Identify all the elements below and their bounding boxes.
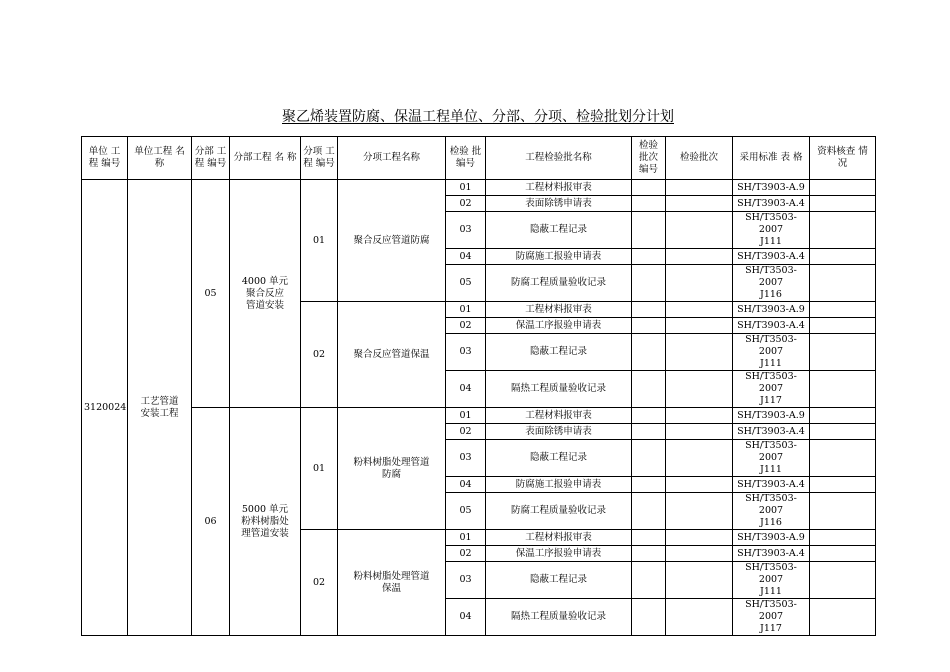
batch-count-cell bbox=[666, 530, 733, 546]
batch-count-cell bbox=[666, 599, 733, 636]
batch-count-cell bbox=[666, 424, 733, 440]
batch-code-cell: 04 bbox=[446, 249, 486, 265]
standard-form-cell: SH/T3903-A.4 bbox=[733, 424, 810, 440]
subitem-name-cell: 粉料树脂处理管道 防腐 bbox=[338, 408, 446, 530]
standard-form-cell: SH/T3503-2007 J111 bbox=[733, 440, 810, 477]
standard-form-cell: SH/T3903-A.4 bbox=[733, 477, 810, 493]
batch-count-code-cell bbox=[632, 408, 666, 424]
batch-name-cell: 防腐工程质量验收记录 bbox=[486, 493, 632, 530]
batch-count-code-cell bbox=[632, 493, 666, 530]
division-name-cell: 5000 单元 粉料树脂处 理管道安装 bbox=[230, 408, 301, 636]
document-check-cell bbox=[810, 212, 876, 249]
document-check-cell bbox=[810, 334, 876, 371]
table-header-row bbox=[82, 137, 876, 180]
document-check-cell bbox=[810, 265, 876, 302]
batch-name-cell: 隔热工程质量验收记录 bbox=[486, 599, 632, 636]
batch-code-cell: 02 bbox=[446, 424, 486, 440]
subitem-code-cell: 01 bbox=[301, 180, 338, 302]
batch-name-cell: 保温工序报验申请表 bbox=[486, 546, 632, 562]
batch-name-cell: 表面除锈申请表 bbox=[486, 424, 632, 440]
batch-code-cell: 02 bbox=[446, 546, 486, 562]
header-document-check: 资料核查 情 况 bbox=[810, 137, 876, 180]
batch-name-cell: 隔热工程质量验收记录 bbox=[486, 371, 632, 408]
batch-name-cell: 防腐工程质量验收记录 bbox=[486, 265, 632, 302]
header-unit-name: 单位工程 名 称 bbox=[128, 137, 192, 180]
header-division-name: 分部工程 名 称 bbox=[230, 137, 301, 180]
batch-count-cell bbox=[666, 477, 733, 493]
header-subitem-name: 分项工程名称 bbox=[338, 137, 446, 180]
header-subitem-code: 分项 工程 编号 bbox=[301, 137, 338, 180]
standard-form-cell: SH/T3903-A.4 bbox=[733, 546, 810, 562]
subitem-name-cell: 聚合反应管道保温 bbox=[338, 302, 446, 408]
batch-name-cell: 工程材料报审表 bbox=[486, 530, 632, 546]
batch-name-cell: 防腐施工报验申请表 bbox=[486, 477, 632, 493]
batch-code-cell: 05 bbox=[446, 493, 486, 530]
batch-count-code-cell bbox=[632, 265, 666, 302]
batch-code-cell: 03 bbox=[446, 440, 486, 477]
standard-form-cell: SH/T3503-2007 J116 bbox=[733, 265, 810, 302]
division-name-cell: 4000 单元 聚合反应 管道安装 bbox=[230, 180, 301, 408]
standard-form-cell: SH/T3903-A.9 bbox=[733, 180, 810, 196]
batch-count-code-cell bbox=[632, 196, 666, 212]
standard-form-cell: SH/T3903-A.4 bbox=[733, 318, 810, 334]
batch-count-code-cell bbox=[632, 440, 666, 477]
standard-form-cell: SH/T3503-2007 J117 bbox=[733, 599, 810, 636]
document-check-cell bbox=[810, 371, 876, 408]
batch-code-cell: 01 bbox=[446, 530, 486, 546]
batch-count-cell bbox=[666, 302, 733, 318]
batch-count-cell bbox=[666, 265, 733, 302]
batch-count-code-cell bbox=[632, 180, 666, 196]
batch-name-cell: 隐蔽工程记录 bbox=[486, 212, 632, 249]
batch-count-code-cell bbox=[632, 249, 666, 265]
standard-form-cell: SH/T3903-A.9 bbox=[733, 530, 810, 546]
batch-name-cell: 工程材料报审表 bbox=[486, 408, 632, 424]
division-code-cell: 05 bbox=[192, 180, 230, 408]
batch-code-cell: 01 bbox=[446, 408, 486, 424]
batch-count-code-cell bbox=[632, 302, 666, 318]
header-batch-count-code: 检验 批次 编号 bbox=[632, 137, 666, 180]
batch-count-cell bbox=[666, 371, 733, 408]
batch-count-cell bbox=[666, 212, 733, 249]
batch-count-cell bbox=[666, 546, 733, 562]
subitem-code-cell: 02 bbox=[301, 302, 338, 408]
batch-count-cell bbox=[666, 249, 733, 265]
batch-code-cell: 04 bbox=[446, 371, 486, 408]
header-batch-count: 检验批次 bbox=[666, 137, 733, 180]
batch-code-cell: 03 bbox=[446, 212, 486, 249]
batch-code-cell: 01 bbox=[446, 302, 486, 318]
batch-count-code-cell bbox=[632, 530, 666, 546]
division-code-cell: 06 bbox=[192, 408, 230, 636]
document-check-cell bbox=[810, 318, 876, 334]
subitem-code-cell: 01 bbox=[301, 408, 338, 530]
header-division-code: 分部 工程 编号 bbox=[192, 137, 230, 180]
document-check-cell bbox=[810, 562, 876, 599]
batch-count-code-cell bbox=[632, 318, 666, 334]
document-title: 聚乙烯装置防腐、保温工程单位、分部、分项、检验批划分计划 bbox=[282, 109, 674, 125]
document-check-cell bbox=[810, 599, 876, 636]
batch-name-cell: 隐蔽工程记录 bbox=[486, 440, 632, 477]
header-unit-code: 单位 工程 编号 bbox=[82, 137, 128, 180]
division-plan-table bbox=[81, 136, 876, 636]
batch-count-code-cell bbox=[632, 371, 666, 408]
batch-count-code-cell bbox=[632, 477, 666, 493]
batch-count-code-cell bbox=[632, 562, 666, 599]
standard-form-cell: SH/T3503-2007 J111 bbox=[733, 212, 810, 249]
batch-count-cell bbox=[666, 440, 733, 477]
batch-count-cell bbox=[666, 334, 733, 371]
standard-form-cell: SH/T3503-2007 J117 bbox=[733, 371, 810, 408]
subitem-name-cell: 聚合反应管道防腐 bbox=[338, 180, 446, 302]
batch-code-cell: 01 bbox=[446, 180, 486, 196]
standard-form-cell: SH/T3903-A.9 bbox=[733, 408, 810, 424]
batch-name-cell: 工程材料报审表 bbox=[486, 180, 632, 196]
header-standard-form: 采用标准 表 格 bbox=[733, 137, 810, 180]
batch-count-code-cell bbox=[632, 599, 666, 636]
batch-name-cell: 隐蔽工程记录 bbox=[486, 334, 632, 371]
subitem-code-cell: 02 bbox=[301, 530, 338, 636]
unit-name-cell: 工艺管道 安装工程 bbox=[128, 180, 192, 636]
document-check-cell bbox=[810, 530, 876, 546]
batch-count-code-cell bbox=[632, 546, 666, 562]
document-check-cell bbox=[810, 477, 876, 493]
document-check-cell bbox=[810, 546, 876, 562]
standard-form-cell: SH/T3503-2007 J111 bbox=[733, 562, 810, 599]
standard-form-cell: SH/T3903-A.4 bbox=[733, 196, 810, 212]
unit-code-cell: 3120024 bbox=[82, 180, 128, 636]
batch-count-cell bbox=[666, 493, 733, 530]
table-row bbox=[82, 408, 876, 424]
batch-name-cell: 防腐施工报验申请表 bbox=[486, 249, 632, 265]
document-check-cell bbox=[810, 302, 876, 318]
header-batch-code: 检验 批 编号 bbox=[446, 137, 486, 180]
document-check-cell bbox=[810, 408, 876, 424]
document-check-cell bbox=[810, 424, 876, 440]
batch-count-cell bbox=[666, 408, 733, 424]
standard-form-cell: SH/T3503-2007 J116 bbox=[733, 493, 810, 530]
document-check-cell bbox=[810, 440, 876, 477]
document-check-cell bbox=[810, 249, 876, 265]
batch-count-code-cell bbox=[632, 212, 666, 249]
standard-form-cell: SH/T3503-2007 J111 bbox=[733, 334, 810, 371]
batch-name-cell: 表面除锈申请表 bbox=[486, 196, 632, 212]
batch-name-cell: 保温工序报验申请表 bbox=[486, 318, 632, 334]
standard-form-cell: SH/T3903-A.4 bbox=[733, 249, 810, 265]
header-batch-name: 工程检验批名称 bbox=[486, 137, 632, 180]
batch-count-code-cell bbox=[632, 334, 666, 371]
batch-code-cell: 04 bbox=[446, 477, 486, 493]
batch-code-cell: 04 bbox=[446, 599, 486, 636]
batch-count-cell bbox=[666, 318, 733, 334]
table-row bbox=[82, 180, 876, 196]
document-check-cell bbox=[810, 196, 876, 212]
batch-count-cell bbox=[666, 196, 733, 212]
standard-form-cell: SH/T3903-A.9 bbox=[733, 302, 810, 318]
document-check-cell bbox=[810, 180, 876, 196]
subitem-name-cell: 粉料树脂处理管道 保温 bbox=[338, 530, 446, 636]
batch-code-cell: 05 bbox=[446, 265, 486, 302]
document-check-cell bbox=[810, 493, 876, 530]
batch-code-cell: 02 bbox=[446, 196, 486, 212]
batch-count-code-cell bbox=[632, 424, 666, 440]
batch-code-cell: 02 bbox=[446, 318, 486, 334]
batch-name-cell: 隐蔽工程记录 bbox=[486, 562, 632, 599]
batch-name-cell: 工程材料报审表 bbox=[486, 302, 632, 318]
batch-count-cell bbox=[666, 562, 733, 599]
batch-code-cell: 03 bbox=[446, 562, 486, 599]
batch-count-cell bbox=[666, 180, 733, 196]
batch-code-cell: 03 bbox=[446, 334, 486, 371]
